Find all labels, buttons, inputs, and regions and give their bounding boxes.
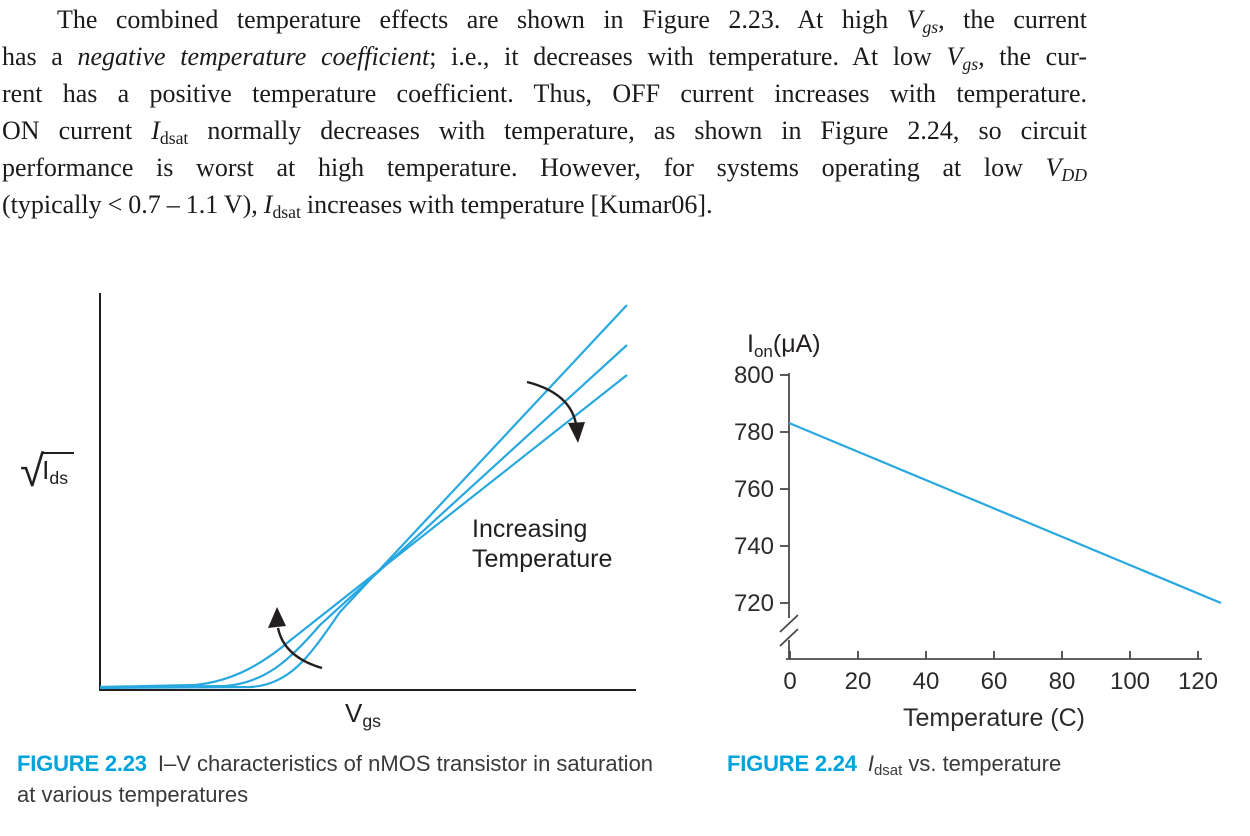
paragraph-line: ON current $I_{dsat}$ normally decreases with temperature, as shown in Figure 2.24, so circuit	[2, 116, 1087, 149]
paragraph-line: The combined temperature effects are shown in Figure 2.23. At high $V_{gs}$, the current	[57, 5, 1087, 38]
fig24-x-tick-label: 40	[912, 668, 940, 695]
fig23-annotation-line1: Increasing	[472, 515, 588, 543]
fig24-data-line	[789, 423, 1221, 603]
fig23-x-axis-label: $V_{gs}$	[345, 698, 382, 732]
sqrt-radical-icon: √	[20, 447, 45, 496]
fig23-down-arrowhead-icon	[568, 422, 585, 443]
sqrt-radicand: $I_{ds}$	[41, 452, 74, 483]
body-paragraph	[2, 1, 1087, 223]
fig24-x-tick-label: 60	[980, 668, 1008, 695]
fig23-curve-low-temp	[100, 305, 627, 688]
paragraph-line: has a negative temperature coefficient; i.e., it decreases with temperature. At low $V_{gs}$, the cur-	[2, 42, 1088, 75]
fig23-annotation-line2: Temperature	[472, 545, 613, 573]
fig23-caption-text: I–V characteristics of nMOS transistor in saturation at various temperatures	[17, 751, 654, 807]
fig24-y-axis-label: $I_{on}(\mu A)$	[747, 330, 821, 362]
fig23-caption	[17, 748, 662, 810]
fig24-y-tick-label: 800	[733, 362, 774, 389]
fig23-up-arrowhead-icon	[268, 607, 286, 628]
fig24-y-tick-label: 760	[733, 476, 774, 503]
fig24-y-tick-label: 720	[733, 590, 774, 617]
fig24-x-tick-label: 100	[1109, 668, 1151, 695]
paragraph-line: rent has a positive temperature coefficient. Thus, OFF current increases with temperature.	[2, 79, 1087, 108]
figure-2-24-chart	[700, 320, 1250, 740]
fig24-x-tick-label: 20	[844, 668, 872, 695]
fig24-y-tick-label: 780	[733, 419, 774, 446]
paragraph-line: (typically < 0.7 – 1.1 V), $I_{dsat}$ increases with temperature [Kumar06].	[2, 190, 713, 223]
fig24-caption-label: FIGURE 2.24	[727, 751, 857, 776]
fig24-x-tick-label: 0	[783, 668, 797, 695]
fig24-caption-text: $I_{dsat}$ vs. temperature	[867, 751, 1062, 780]
fig23-y-axis-label	[20, 447, 74, 496]
fig24-x-tick-label: 80	[1048, 668, 1076, 695]
paragraph-line: performance is worst at high temperature. However, for systems operating at low $V_{DD}$	[2, 153, 1087, 186]
fig24-x-tick-label: 120	[1177, 668, 1219, 695]
figure-2-23-chart	[0, 280, 680, 750]
fig23-caption-label: FIGURE 2.23	[17, 751, 147, 776]
fig24-caption	[727, 748, 1247, 779]
fig24-y-tick-label: 740	[733, 533, 774, 560]
fig24-x-axis-label: Temperature (C)	[903, 704, 1085, 732]
